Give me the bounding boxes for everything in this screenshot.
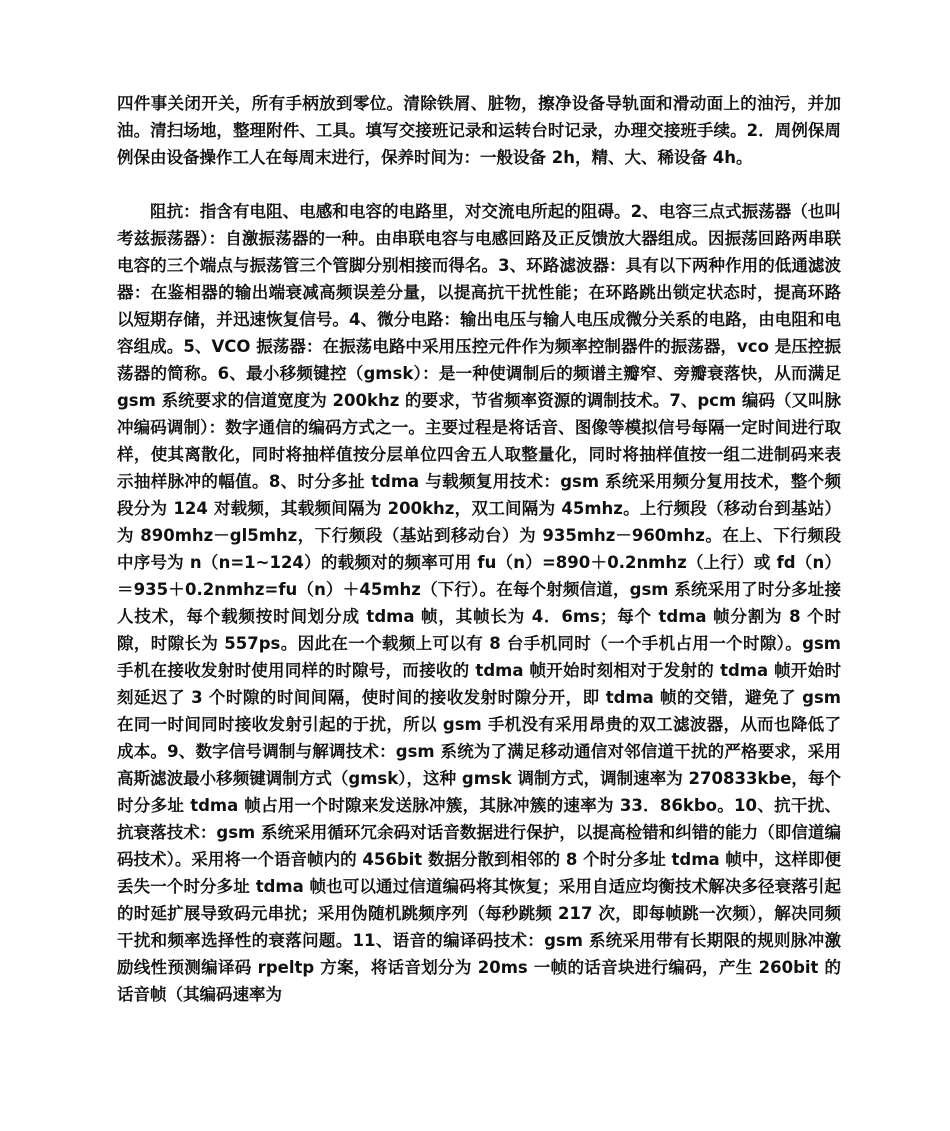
- paragraph-impedance-gsm: 阻抗：指含有电阻、电感和电容的电路里，对交流电所起的阻碍。2、电容三点式振荡器（也叫考兹振荡器）：自激振荡器的一种。由串联电容与电感回路及正反馈放大器组成。因振荡回路两串联电容的三个端点与振荡管三个管脚分别相接而得名。3、环路滤波器：具有以下两种作用的低通滤波器：在鉴相器的输出端衰减高频误差分量，以提高抗干扰性能；在环路跳出锁定状态时，提高环路以短期存储，并迅速恢复信号。4、微分电路：输出电压与输人电压成微分关系的电路，由电阻和电容组成。5、VCO 振荡器：在振荡电路中采用压控元件作为频率控制器件的振荡器，vco 是压控振荡器的简称。6、最小移频键控（gmsk）：是一种使调制后的频谱主瓣窄、旁瓣衰落快，从而满足 gsm 系统要求的信道宽度为 200khz 的要求，节省频率资源的调制技术。7、pcm 编码（又叫脉冲编码调制）：数字通信的编码方式之一。主要过程是将话音、图像等模拟信号每隔一定时间进行取样，使其离散化，同时将抽样值按分层单位四舍五人取整量化，同时将抽样值按一组二进制码来表示抽样脉冲的幅值。8、时分多扯 tdma 与载频复用技术：gsm 系统采用频分复用技术，整个频段分为 124 对载频，其载频间隔为 200khz，双工间隔为 45mhz。上行频段（移动台到基站）为 890mhz－gl5mhz，下行频段（基站到移动台）为 935mhz－960mhz。在上、下行频段中序号为 n（n=1~124）的载频对的频率可用 fu（n）=890＋0.2nmhz（上行）或 fd（n）＝935＋0.2nmhz=fu（n）＋45mhz（下行）。在每个射频信道，gsm 系统采用了时分多址接人技术，每个载频按时间划分成 tdma 帧，其帧长为 4．6ms；每个 tdma 帧分割为 8 个时隙，时隙长为 557ps。因此在一个载频上可以有 8 台手机同时（一个手机占用一个时隙）。gsm 手机在接收发射时使用同样的时隙号，而接收的 tdma 帧开始时刻相对于发射的 tdma 帧开始时刻延迟了 3 个时隙的时间间隔，使时间的接收发射时隙分开，即 tdma 帧的交错，避免了 gsm 在同一时间同时接收发射引起的于扰，所以 gsm 手机没有采用昂贵的双工滤波器，从而也降低了成本。9、数字信号调制与解调技术：gsm 系统为了满足移动通信对邻信道干扰的严格要求，采用高斯滤波最小移频键调制方式（gmsk），这种 gmsk 调制方式，调制速率为 270833kbe，每个时分多址 tdma 帧占用一个时隙来发送脉冲簇，其脉冲簇的速率为 33．86kbo。10、抗干扰、抗衰落技术：gsm 系统采用循环冗余码对话音数据进行保护，以提高检错和纠错的能力（即信道编码技术）。采用将一个语音帧内的 456bit 数据分散到相邻的 8 个时分多址 tdma 帧中，这样即便丢失一个时分多址 tdma 帧也可以通过信道编码将其恢复；采用自适应均衡技术解决多径衰落引起的时延扩展导致码元串扰；采用伪随机跳频序列（每秒跳频 217 次，即每帧跳一次频），解决同频干扰和频率选择性的衰落问题。11、语音的编译码技术：gsm 系统采用带有长期限的规则脉冲激励线性预测编译码 rpeltp 方案，将话音划分为 20ms 一帧的话音块进行编码，产生 260bit 的话音帧（其编码速率为: [117, 202, 841, 1004]
- document-page: [117, 90, 841, 1008]
- paragraph-maintenance: 四件事关闭开关，所有手柄放到零位。清除铁屑、脏物，擦净设备导轨面和滑动面上的油污，并加油。清扫场地，整理附件、工具。填写交接班记录和运转台时记录，办理交接班手续。2．周例保周例保由设备操作工人在每周末进行，保养时间为：一般设备 2h，精、大、稀设备 4h。: [117, 94, 841, 167]
